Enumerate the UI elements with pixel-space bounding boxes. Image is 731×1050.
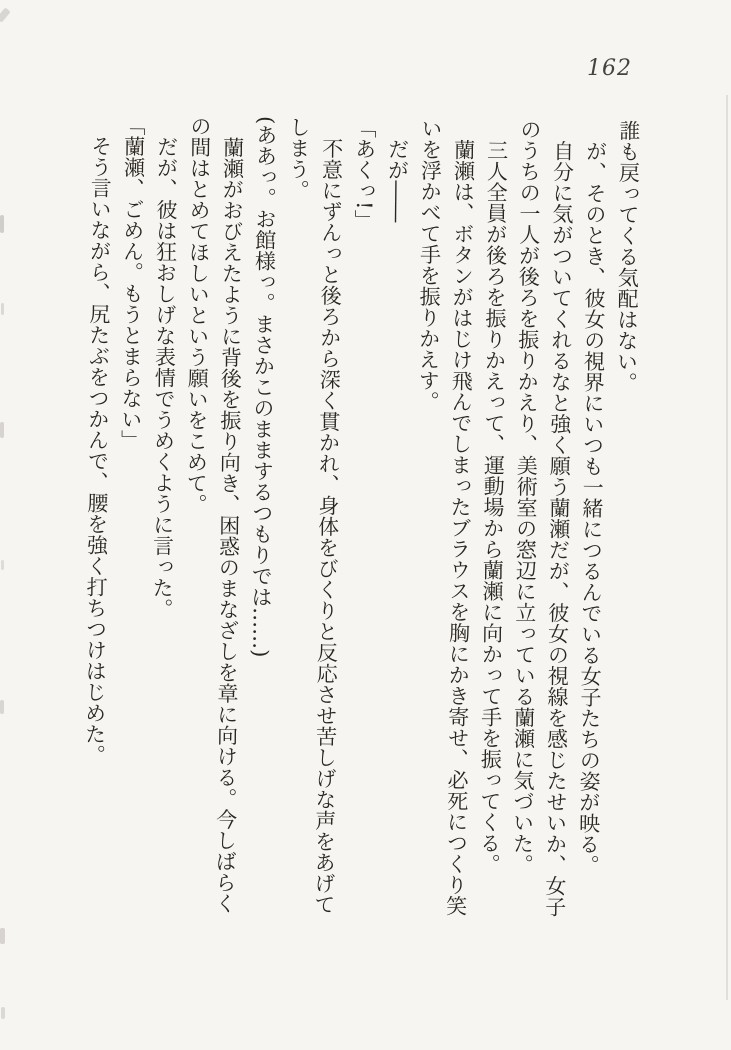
text-block <box>75 114 645 920</box>
scan-smudge <box>0 928 5 944</box>
text-line: 不意にずんっと後ろから深く貫かれ、身体をびくりと反応させ苦しげな声をあげて <box>311 137 344 915</box>
text-line: そう言いながら、尻たぶをつかんで、腰を強く打ちつけはじめた。 <box>82 135 113 766</box>
text-line: のうちの一人が後ろを振りかえり、美術室の窓辺に立っている蘭瀬に気づいた。 <box>510 118 543 875</box>
scan-smudge <box>1 303 4 315</box>
text-line: 三人全員が後ろを振りかえって、運動場から蘭瀬に向かって手を振ってくる。 <box>477 139 509 875</box>
scan-smudge <box>0 215 4 233</box>
scan-smudge <box>1 1007 5 1019</box>
scan-smudge <box>0 7 11 22</box>
text-line: (ああっ。お館様っ。まさかこのままするつもりでは……) <box>248 115 279 658</box>
text-line: だが、彼は狂おしげな表情でうめくように言った。 <box>149 135 179 620</box>
text-line: 「蘭瀬、ごめん。もうとまらない」 <box>118 114 147 451</box>
text-line: だが―― <box>384 138 410 223</box>
text-line: 蘭瀬は、ボタンがはじけ飛んでしまったブラウスを胸にかき寄せ、必死につくり笑 <box>443 138 476 917</box>
text-line: 蘭瀬がおびえたように背後を振り向き、困惑のまなざしを章に向ける。今しばらく <box>212 136 245 914</box>
text-line: の間はとめてほしいという願いをこめて。 <box>183 115 213 515</box>
scan-smudge <box>0 700 4 714</box>
page-edge-shadow <box>726 95 728 1000</box>
text-line: 誰も戻ってくる気配はない。 <box>614 119 642 393</box>
page-number: 162 <box>587 56 632 81</box>
text-line: 自分に気がついてくれるなと強く願う蘭瀬だが、彼女の視線を感じたせいか、女子 <box>542 140 575 918</box>
scan-smudge <box>0 422 4 438</box>
text-line: しまう。 <box>286 116 312 201</box>
text-line: 「あくっ!」 <box>351 116 378 231</box>
scan-smudge <box>1 560 4 570</box>
text-line: いを浮かべて手を振りかえす。 <box>415 117 444 412</box>
text-line: が、そのとき、彼女の視界にいつも一緒につるんでいる女子たちの姿が映る。 <box>576 140 608 876</box>
